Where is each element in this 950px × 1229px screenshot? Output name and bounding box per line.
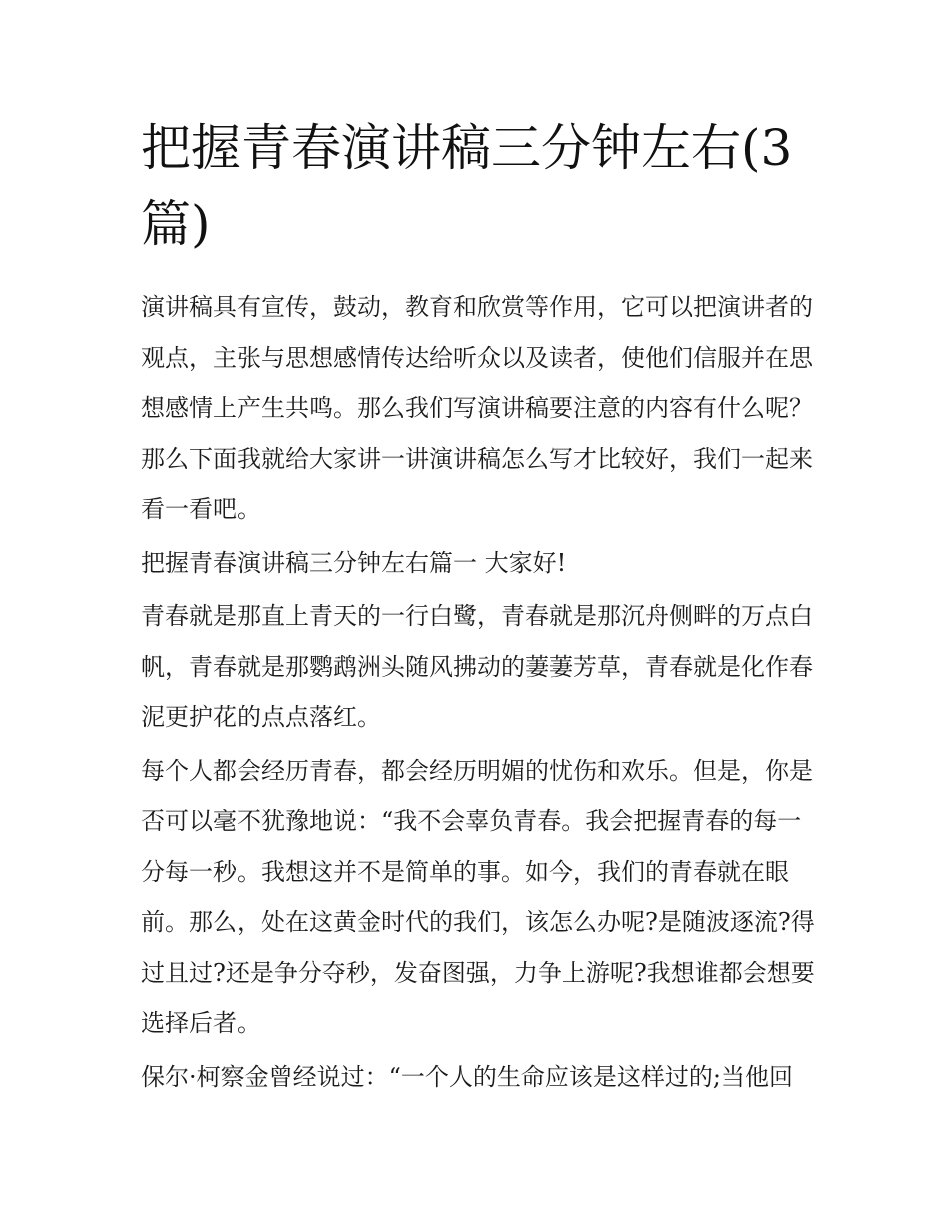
paragraph-grasp-youth: 每个人都会经历青春，都会经历明媚的忧伤和欢乐。但是，你是否可以毫不犹豫地说：“我不会辜负青春。我会把握青春的每一分每一秒。我想这并不是简单的事。如今，我们的青春就在眼前。那么，处在这黄金时代的我们，该怎么办呢?是随波逐流?得过且过?还是争分夺秒，发奋图强，力争上游呢?我想谁都会想要选择后者。: [141, 756, 815, 1037]
paragraph-quote-start: 保尔·柯察金曾经说过：“一个人的生命应该是这样过的;当他回: [141, 1062, 793, 1091]
paragraph-heading-piece-one: 把握青春演讲稿三分钟左右篇一 大家好!: [141, 548, 567, 577]
document-content: [141, 110, 821, 1105]
paragraph-youth-imagery: 青春就是那直上青天的一行白鹭，青春就是那沉舟侧畔的万点白帆，青春就是那鹦鹉洲头随风拂动的萋萋芳草，青春就是化作春泥更护花的点点落红。: [141, 602, 813, 731]
document-body: [141, 282, 821, 1102]
paragraph-intro: 演讲稿具有宣传，鼓动，教育和欣赏等作用，它可以把演讲者的观点，主张与思想感情传达给听众以及读者，使他们信服并在思想感情上产生共鸣。那么我们写演讲稿要注意的内容有什么呢？那么下面我就给大家讲一讲演讲稿怎么写才比较好，我们一起来看一看吧。: [141, 293, 813, 523]
document-title: 把握青春演讲稿三分钟左右(3篇): [141, 119, 793, 253]
